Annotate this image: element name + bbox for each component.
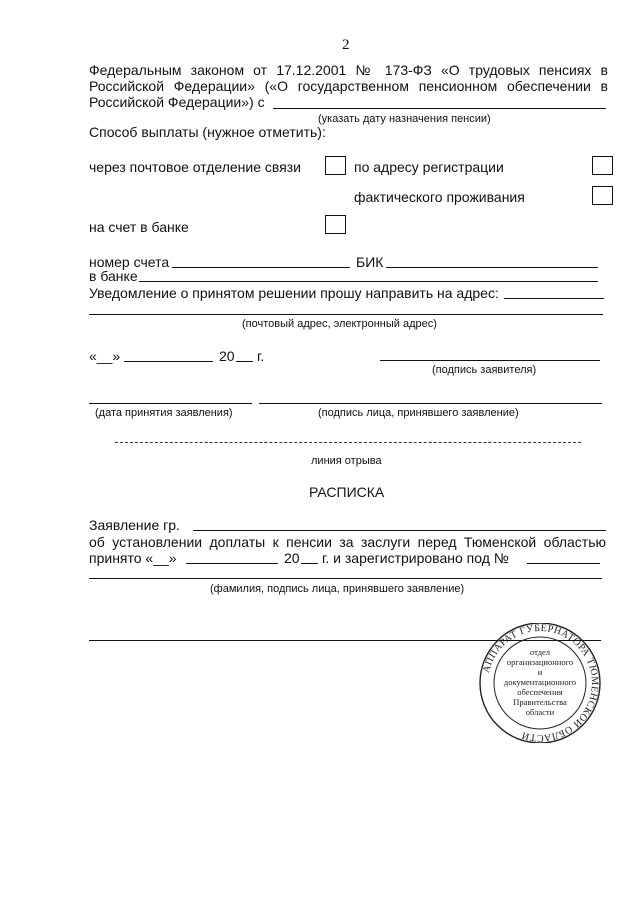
law-line-1: Федеральным законом от 17.12.2001 № 173-ФЗ «О трудовых пенсиях в <box>89 62 608 78</box>
bank-account-label: на счет в банке <box>89 219 189 235</box>
tear-line <box>115 442 581 443</box>
bank-account-checkbox[interactable] <box>325 215 346 234</box>
receipt-number-field[interactable] <box>527 563 600 564</box>
post-office-label: через почтовое отделение связи <box>89 159 301 175</box>
notice-address-label: Уведомление о принятом решении прошу направить на адрес: <box>89 285 499 301</box>
account-number-label: номер счета <box>89 254 170 270</box>
date-month-field[interactable] <box>124 361 213 362</box>
stamp-line-6: Правительства <box>513 697 567 707</box>
stamp-line-4: документационного <box>503 677 577 687</box>
receipt-year-prefix: 20 <box>284 550 300 566</box>
payment-method-label: Способ выплаты (нужное отметить): <box>89 124 326 140</box>
stamp-ring-text: АППАРАТ ГУБЕРНАТОРА ТЮМЕНСКОЙ ОБЛАСТИ <box>481 623 601 743</box>
tear-line-label: линия отрыва <box>311 455 382 467</box>
bik-label: БИК <box>356 254 384 270</box>
law-line-3: Российской Федерации») с <box>89 94 265 110</box>
address-hint: (почтовый адрес, электронный адрес) <box>242 318 437 330</box>
stamp-line-3: и <box>537 667 543 677</box>
receipt-registered-label: г. и зарегистрировано под № <box>322 550 509 566</box>
receipt-signature-hint: (фамилия, подпись лица, принявшего заявление) <box>210 583 465 595</box>
date-day: «__» <box>89 348 121 364</box>
registration-address-label: по адресу регистрации <box>354 159 504 175</box>
bank-name-field[interactable] <box>139 281 598 282</box>
stamp-line-7: области <box>525 707 555 717</box>
page-number: 2 <box>342 37 350 53</box>
date-year-prefix: 20 <box>219 348 235 364</box>
receipt-applicant-label: Заявление гр. <box>89 517 180 533</box>
actual-residence-checkbox[interactable] <box>592 186 613 205</box>
law-line-2: Российской Федерации» («О государственном пенсионном обеспечении в <box>89 78 608 94</box>
actual-residence-label: фактического проживания <box>354 189 525 205</box>
receipt-accepted-label: принято «__» <box>89 550 177 566</box>
receipt-title: РАСПИСКА <box>309 484 385 500</box>
applicant-signature-field[interactable] <box>380 360 600 361</box>
receiver-signature-hint: (подпись лица, принявшего заявление) <box>318 407 519 419</box>
receipt-applicant-field[interactable] <box>193 530 606 531</box>
receipt-line-2: об установлении доплаты к пенсии за заслуги перед Тюменской областью <box>89 534 606 550</box>
account-number-field[interactable] <box>172 267 350 268</box>
pension-date-field[interactable] <box>273 108 606 109</box>
post-office-checkbox[interactable] <box>325 156 346 175</box>
receipt-signature-field[interactable] <box>89 578 602 579</box>
pension-date-hint: (указать дату назначения пенсии) <box>318 113 491 125</box>
notice-address-field-1[interactable] <box>504 298 604 299</box>
stamp-line-2: организационного <box>506 657 574 667</box>
applicant-signature-hint: (подпись заявителя) <box>432 364 537 376</box>
receiver-signature-field[interactable] <box>259 403 602 404</box>
acceptance-date-field[interactable] <box>89 403 252 404</box>
bik-field[interactable] <box>386 267 598 268</box>
date-year-field[interactable] <box>236 361 253 362</box>
receipt-year-field[interactable] <box>301 563 318 564</box>
acceptance-date-hint: (дата принятия заявления) <box>95 407 233 419</box>
registration-address-checkbox[interactable] <box>592 156 613 175</box>
receipt-month-field[interactable] <box>186 563 278 564</box>
official-stamp <box>475 623 605 743</box>
bank-name-label: в банке <box>89 268 138 284</box>
stamp-line-1: отдел <box>529 647 551 657</box>
notice-address-field-2[interactable] <box>89 314 603 315</box>
date-year-suffix: г. <box>257 348 265 364</box>
stamp-line-5: обеспечения <box>517 687 563 697</box>
